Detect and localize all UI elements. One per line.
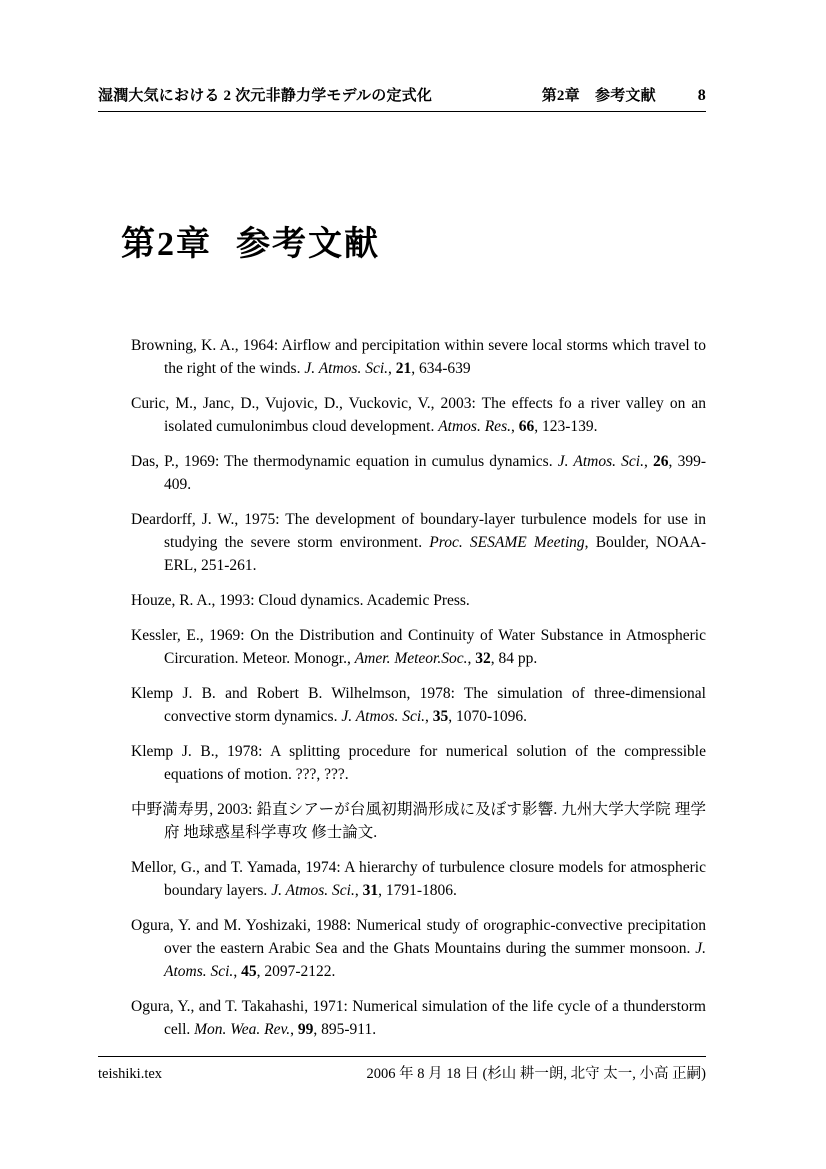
chapter-heading [121, 216, 380, 265]
footer-date-authors: 2006 年 8 月 18 日 (杉山 耕一朗, 北守 太一, 小高 正嗣) [366, 1066, 706, 1082]
reference-item: Houze, R. A., 1993: Cloud dynamics. Academic Press. [131, 592, 470, 609]
running-header [98, 84, 706, 112]
reference-item: Mellor, G., and T. Yamada, 1974: A hierarchy of turbulence closure models for atmospheric boundary layers. J. Atmos. Sci., 31, 1791-1806. [131, 859, 706, 899]
header-chapter-label: 第2章 参考文献 [541, 88, 656, 104]
reference-item: Deardorff, J. W., 1975: The development of boundary-layer turbulence models for use in studying the severe storm environment. Proc. SESAME Meeting, Boulder, NOAA-ERL, 251-261. [131, 511, 706, 574]
reference-item: Klemp J. B., 1978: A splitting procedure for numerical solution of the compressible equations of motion. ???, ???. [131, 743, 706, 783]
reference-item: Ogura, Y. and M. Yoshizaki, 1988: Numerical study of orographic-convective precipitation over the eastern Arabic Sea and the Ghats Mountains during the summer monsoon. J. Atoms. Sci., 45, 2097-2122. [131, 917, 706, 980]
reference-item: Kessler, E., 1969: On the Distribution and Continuity of Water Substance in Atmospheric Circuration. Meteor. Monogr., Amer. Meteor.Soc., 32, 84 pp. [131, 627, 706, 667]
reference-item: Ogura, Y., and T. Takahashi, 1971: Numerical simulation of the life cycle of a thunderstorm cell. Mon. Wea. Rev., 99, 895-911. [131, 998, 706, 1038]
reference-item: Das, P., 1969: The thermodynamic equation in cumulus dynamics. J. Atmos. Sci., 26, 399-409. [131, 453, 706, 493]
footer-filename: teishiki.tex [98, 1066, 163, 1082]
reference-item: Curic, M., Janc, D., Vujovic, D., Vuckovic, V., 2003: The effects fo a river valley on an isolated cumulonimbus cloud development. Atmos. Res., 66, 123-139. [131, 395, 706, 435]
chapter-title: 参考文献 [236, 226, 380, 263]
page-footer [98, 1056, 706, 1083]
reference-item: 中野満寿男, 2003: 鉛直シアーが台風初期渦形成に及ぼす影響. 九州大学大学院 理学府 地球惑星科学専攻 修士論文. [131, 801, 706, 841]
header-page-number: 8 [697, 87, 706, 104]
reference-list [131, 334, 706, 1053]
reference-item: Browning, K. A., 1964: Airflow and percipitation within severe local storms which travel to the right of the winds. J. Atmos. Sci., 21, 634-639 [131, 337, 706, 377]
chapter-number: 第2章 [121, 226, 212, 263]
header-document-title: 湿潤大気における 2 次元非静力学モデルの定式化 [98, 88, 433, 104]
reference-item: Klemp J. B. and Robert B. Wilhelmson, 1978: The simulation of three-dimensional convective storm dynamics. J. Atmos. Sci., 35, 1070-1096. [131, 685, 706, 725]
